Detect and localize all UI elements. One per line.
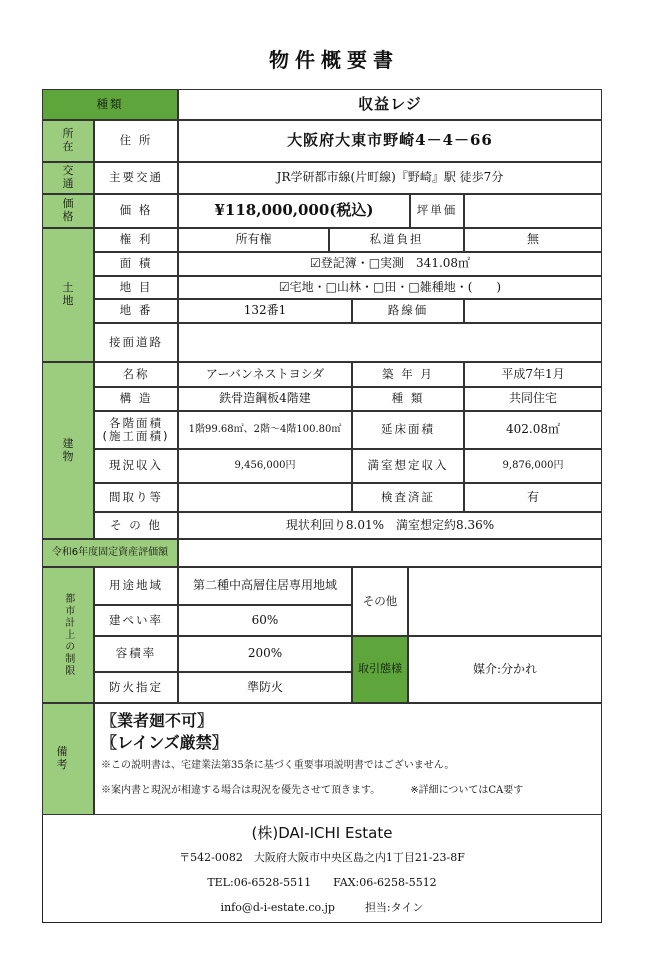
floor-area-value: 1階99.68㎡、2階～4階100.80㎡ <box>178 411 352 449</box>
building-name-value: アーバンネストヨシダ <box>178 362 352 387</box>
tsubo-price-label: 坪単価 <box>410 194 464 228</box>
coverage-ratio-value: 60% <box>178 605 352 636</box>
frontage-road-label: 接面道路 <box>94 323 178 362</box>
building-kind-label: 種 類 <box>352 387 464 411</box>
company-contact-line <box>42 898 602 918</box>
floor-area-ratio-value: 200% <box>178 636 352 672</box>
other-value: 現状利回り8.01% 満室想定約8.36% <box>178 512 602 539</box>
private-road-label: 私道負担 <box>329 228 464 252</box>
area-label: 面 積 <box>94 252 178 276</box>
rights-label: 権 利 <box>94 228 178 252</box>
road-price-value <box>464 299 602 323</box>
use-district-label: 用途地域 <box>94 567 178 605</box>
fire-zone-value: 準防火 <box>178 672 352 703</box>
road-price-label: 路線価 <box>352 299 464 323</box>
type-value: 収益レジ <box>178 89 602 120</box>
address-label: 住 所 <box>94 120 178 162</box>
city-other-value <box>408 567 602 636</box>
remarks-side-label: 備考 <box>42 703 94 815</box>
total-floor-area-label: 延床面積 <box>352 411 464 449</box>
assessment-value <box>178 539 602 567</box>
inspection-cert-label: 検査済証 <box>352 483 464 512</box>
built-date-label: 築 年 月 <box>352 362 464 387</box>
price-side-label: 価格 <box>42 194 94 228</box>
floor-area-ratio-label: 容積率 <box>94 636 178 672</box>
use-district-value: 第二種中高層住居専用地域 <box>178 567 352 605</box>
building-side-label: 建物 <box>42 362 94 539</box>
assessment-label: 令和6年度固定資産評価額 <box>42 539 178 567</box>
full-occupancy-income-label: 満室想定収入 <box>352 449 464 483</box>
building-name-label: 名称 <box>94 362 178 387</box>
land-category-value: ☑宅地・□山林・□田・□雑種地・( ) <box>178 276 602 299</box>
address-value: 大阪府大東市野崎4－4－66 <box>178 120 602 162</box>
remarks-line-2: 〖レインズ厳禁〗 <box>101 733 228 753</box>
remarks-box <box>94 703 602 815</box>
remarks-note-3: ※詳細についてはCA要す <box>410 785 524 797</box>
current-income-label: 現況収入 <box>94 449 178 483</box>
other-label: そ の 他 <box>94 512 178 539</box>
remarks-note-2: ※案内書と現況が相違する場合は現況を優先させて頂きます。 ※詳細についてはCA要す <box>101 785 524 797</box>
land-side-label: 土地 <box>42 228 94 362</box>
tsubo-price-value <box>464 194 602 228</box>
structure-value: 鉄骨造鋼板4階建 <box>178 387 352 411</box>
type-label: 種類 <box>42 89 178 120</box>
frontage-road-value <box>178 323 602 362</box>
floor-area-label: 各階面積 (施工面積) <box>94 411 178 449</box>
document-title: 物件概要書 <box>269 48 399 72</box>
built-date-value: 平成7年1月 <box>464 362 602 387</box>
company-name: (株)DAI-ICHI Estate <box>251 824 393 843</box>
location-side-label: 所在 <box>42 120 94 162</box>
company-address: 〒542-0082 大阪府大阪市中央区島之内1丁目21-23-8F <box>179 850 465 864</box>
traffic-side-label: 交通 <box>42 162 94 194</box>
company-phone: TEL:06-6528-5511 FAX:06-6258-5512 <box>207 875 437 889</box>
lot-number-label: 地 番 <box>94 299 178 323</box>
transaction-type-value: 媒介:分かれ <box>408 636 602 703</box>
coverage-ratio-label: 建ぺい率 <box>94 605 178 636</box>
traffic-label: 主要交通 <box>94 162 178 194</box>
area-value: ☑登記簿・□実測 341.08㎡ <box>178 252 602 276</box>
inspection-cert-value: 有 <box>464 483 602 512</box>
land-category-label: 地 目 <box>94 276 178 299</box>
lot-number-value: 132番1 <box>178 299 352 323</box>
remarks-note-1: ※この説明書は、宅建業法第35条に基づく重要事項説明書ではございません。 <box>101 759 455 771</box>
private-road-value: 無 <box>464 228 602 252</box>
city-plan-side-label: 都市計上の制限 <box>42 567 94 703</box>
rights-value: 所有権 <box>178 228 329 252</box>
building-kind-value: 共同住宅 <box>464 387 602 411</box>
structure-label: 構 造 <box>94 387 178 411</box>
company-contact-person: 担当:タイン <box>364 900 424 914</box>
transaction-type-label: 取引態様 <box>352 636 408 703</box>
full-occupancy-income-value: 9,876,000円 <box>464 449 602 483</box>
current-income-value: 9,456,000円 <box>178 449 352 483</box>
fire-zone-label: 防火指定 <box>94 672 178 703</box>
layout-label: 間取り等 <box>94 483 178 512</box>
price-label: 価 格 <box>94 194 178 228</box>
company-email[interactable]: info@d-i-estate.co.jp <box>220 900 335 914</box>
layout-value <box>178 483 352 512</box>
total-floor-area-value: 402.08㎡ <box>464 411 602 449</box>
traffic-value: JR学研都市線(片町線)『野崎』駅 徒歩7分 <box>178 162 602 194</box>
remarks-line-1: 〖業者廻不可〗 <box>101 711 214 730</box>
city-other-label: その他 <box>352 567 408 636</box>
price-value: ¥118,000,000(税込) <box>178 194 410 228</box>
